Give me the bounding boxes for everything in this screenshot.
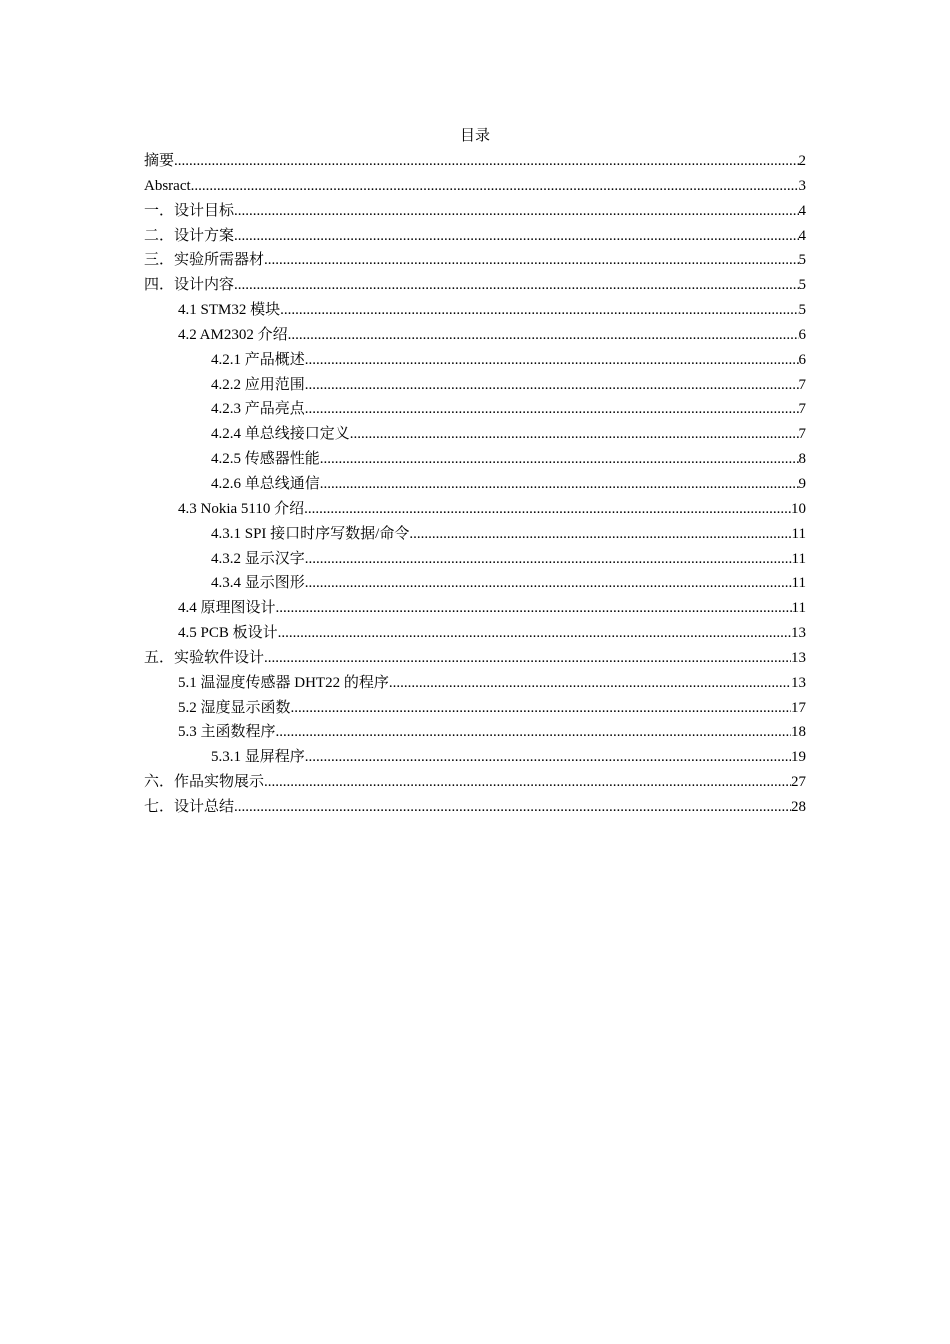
toc-entry-page-number: 7 xyxy=(798,401,806,418)
toc-entry-page-number: 27 xyxy=(791,774,806,791)
toc-entry-label: 六．作品实物展示 xyxy=(144,774,265,791)
toc-dot-leader xyxy=(305,349,799,371)
toc-entry-page-number: 5 xyxy=(798,252,806,269)
toc-dot-leader xyxy=(234,225,798,247)
toc-entry-page-number: 4 xyxy=(798,202,806,219)
toc-entry-label: 5.3.1 显屏程序 xyxy=(211,749,305,766)
toc-entry[interactable] xyxy=(144,771,806,796)
toc-entry-label: 4.3.2 显示汉字 xyxy=(211,550,305,567)
toc-entry[interactable] xyxy=(211,374,806,399)
toc-entry-page-number: 5 xyxy=(798,302,806,319)
toc-entry-label: 摘要 xyxy=(144,153,175,169)
toc-entry-label: 5.3 主函数程序 xyxy=(178,724,276,741)
toc-entry-page-number: 8 xyxy=(798,451,806,468)
toc-entry-page-number: 3 xyxy=(798,177,806,194)
toc-entry-page-number: 6 xyxy=(798,351,806,368)
toc-dot-leader xyxy=(320,448,799,470)
toc-dot-leader xyxy=(264,249,798,271)
toc-entry-label: 4.2.3 产品亮点 xyxy=(211,401,305,418)
toc-dot-leader xyxy=(191,175,799,197)
toc-entry-page-number: 7 xyxy=(798,426,806,443)
toc-entry-label: 4.2 AM2302 介绍 xyxy=(178,326,288,343)
toc-entry[interactable] xyxy=(178,672,806,697)
toc-entry[interactable] xyxy=(211,523,806,548)
toc-entry-label: 4.3 Nokia 5110 介绍 xyxy=(178,500,305,517)
toc-entry[interactable] xyxy=(211,398,806,423)
toc-entry[interactable] xyxy=(211,349,806,374)
toc-entry-page-number: 11 xyxy=(791,575,806,592)
toc-dot-leader xyxy=(305,572,792,594)
toc-entry-page-number: 11 xyxy=(791,525,806,542)
toc-entry-label: 4.2.4 单总线接口定义 xyxy=(211,426,350,443)
toc-dot-leader xyxy=(264,647,791,669)
toc-entry-page-number: 18 xyxy=(791,724,806,741)
toc-entry-label: 5.1 温湿度传感器 DHT22 的程序 xyxy=(178,674,389,691)
toc-dot-leader xyxy=(291,697,791,719)
toc-dot-leader xyxy=(304,498,791,520)
toc-dot-leader xyxy=(276,721,791,743)
toc-entry[interactable] xyxy=(178,324,806,349)
toc-entry[interactable] xyxy=(144,796,806,821)
toc-entry-page-number: 17 xyxy=(791,699,806,716)
toc-entry-page-number: 13 xyxy=(791,674,806,691)
toc-entry-label: 二．设计方案 xyxy=(144,227,235,244)
toc-entry-label: 五．实验软件设计 xyxy=(144,649,265,666)
toc-entry[interactable] xyxy=(144,150,806,175)
toc-entry-label: 4.4 原理图设计 xyxy=(178,600,276,617)
toc-entry[interactable] xyxy=(211,548,806,573)
toc-entry[interactable] xyxy=(211,572,806,597)
toc-dot-leader xyxy=(234,200,798,222)
toc-entry-page-number: 7 xyxy=(798,376,806,393)
toc-entry[interactable] xyxy=(178,721,806,746)
toc-entry[interactable] xyxy=(144,200,806,225)
toc-dot-leader xyxy=(280,299,798,321)
toc-entry-label: 4.2.1 产品概述 xyxy=(211,351,305,368)
toc-entry-page-number: 28 xyxy=(791,798,806,815)
toc-list xyxy=(0,150,950,821)
toc-dot-leader xyxy=(409,523,791,545)
toc-dot-leader xyxy=(278,622,791,644)
toc-entry-label: 4.3.1 SPI 接口时序写数据/命令 xyxy=(211,525,410,542)
toc-entry-label: 4.2.6 单总线通信 xyxy=(211,475,320,492)
toc-dot-leader xyxy=(288,324,799,346)
toc-entry[interactable] xyxy=(144,175,806,200)
toc-entry-page-number: 4 xyxy=(798,227,806,244)
toc-dot-leader xyxy=(305,548,792,570)
toc-entry-label: 4.2.5 传感器性能 xyxy=(211,451,320,468)
toc-entry-page-number: 11 xyxy=(791,550,806,567)
toc-entry[interactable] xyxy=(144,225,806,250)
toc-entry-label: 一．设计目标 xyxy=(144,202,235,219)
toc-entry-page-number: 10 xyxy=(791,500,806,517)
toc-dot-leader xyxy=(174,150,798,172)
toc-entry-label: 4.5 PCB 板设计 xyxy=(178,625,278,642)
toc-dot-leader xyxy=(234,274,798,296)
toc-title: 目录 xyxy=(459,128,490,144)
toc-dot-leader xyxy=(305,398,799,420)
toc-entry[interactable] xyxy=(178,498,806,523)
toc-dot-leader xyxy=(305,374,799,396)
toc-entry-label: 4.3.4 显示图形 xyxy=(211,575,305,592)
toc-dot-leader xyxy=(234,796,791,818)
toc-entry[interactable] xyxy=(211,473,806,498)
toc-entry-label: 七．设计总结 xyxy=(144,798,235,815)
toc-dot-leader xyxy=(320,473,799,495)
toc-entry-label: 三．实验所需器材 xyxy=(144,252,265,269)
toc-entry[interactable] xyxy=(144,274,806,299)
toc-entry[interactable] xyxy=(178,697,806,722)
toc-entry-label: 四．设计内容 xyxy=(144,277,235,294)
toc-entry-page-number: 5 xyxy=(798,277,806,294)
toc-dot-leader xyxy=(350,423,799,445)
toc-entry-page-number: 13 xyxy=(791,649,806,666)
toc-entry-page-number: 13 xyxy=(791,625,806,642)
toc-entry[interactable] xyxy=(144,249,806,274)
toc-entry-page-number: 6 xyxy=(798,326,806,343)
toc-dot-leader xyxy=(264,771,791,793)
toc-entry-page-number: 19 xyxy=(791,749,806,766)
toc-entry[interactable] xyxy=(211,746,806,771)
toc-entry[interactable] xyxy=(178,597,806,622)
toc-dot-leader xyxy=(389,672,791,694)
toc-entry[interactable] xyxy=(211,448,806,473)
toc-entry[interactable] xyxy=(178,622,806,647)
toc-entry-label: Absract xyxy=(144,177,191,194)
toc-entry[interactable] xyxy=(211,423,806,448)
toc-entry[interactable] xyxy=(178,299,806,324)
toc-entry-page-number: 2 xyxy=(798,153,806,169)
toc-entry[interactable] xyxy=(144,647,806,672)
toc-entry-label: 5.2 湿度显示函数 xyxy=(178,699,291,716)
toc-dot-leader xyxy=(276,597,792,619)
toc-dot-leader xyxy=(305,746,791,768)
toc-entry-label: 4.1 STM32 模块 xyxy=(178,302,281,319)
toc-entry-page-number: 9 xyxy=(798,475,806,492)
toc-entry-label: 4.2.2 应用范围 xyxy=(211,376,305,393)
toc-entry-page-number: 11 xyxy=(791,600,806,617)
